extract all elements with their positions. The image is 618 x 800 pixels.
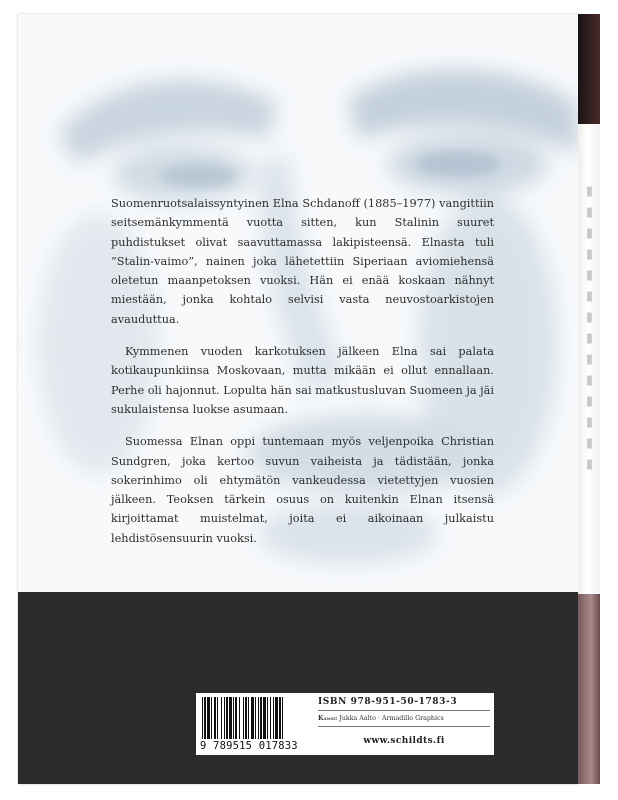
blurb-paragraph-3: Suomessa Elnan oppi tuntemaan myös veljenpoika Christian Sundgren, joka kertoo suvun vaiheista ja tädistään, jonka sokerinhimo oli ehtymätön vankeudessa vietettyjen vuosien jälkeen. Teoksen tärkein osuus on kuitenkin Elnan itsensä kirjoittamat muistelmat, joita ei aikoinaan julkaistu lehdistösensuurin vuoksi. (111, 435, 494, 545)
barcode-panel (196, 693, 494, 755)
cover-credit-text: Jukka Aalto · Armadillo Graphics (337, 715, 444, 722)
book-spine (578, 14, 600, 784)
barcode-digits: 9 789515 017833 (200, 740, 298, 752)
blurb-text (111, 194, 494, 548)
spine-faint-lettering: ▮▮▮▮▮▮▮▮▮▮▮▮▮▮ (582, 184, 597, 478)
blurb-paragraph-1: Suomenruotsalaissyntyinen Elna Schdanoff (1885–1977) vangittiin seitsemänkymmentä vuotta sitten, kun Stalinin suuret puhdistukset olivat saavuttamassa lakipisteensä. Elnasta tuli ”Stalin-vaimo”, nainen joka lähetettiin Siperiaan aviomiehensä oletetun maanpetoksen vuoksi. Hän ei enää koskaan nähnyt miestään, jonka kohtalo selvisi vasta neuvostoarkistojen avauduttua. (111, 197, 494, 326)
cover-credit (318, 715, 490, 727)
book-back-cover (18, 14, 578, 784)
cover-credit-label: Kansi: (318, 715, 338, 722)
bottom-dark-band (18, 592, 578, 784)
isbn-number: ISBN 978-951-50-1783-3 (318, 697, 490, 711)
publisher-url: www.schildts.fi (363, 736, 445, 746)
spine-bottom-cap (578, 594, 600, 784)
spine-top-cap (578, 14, 600, 124)
barcode-icon (202, 697, 312, 739)
blurb-paragraph-2: Kymmenen vuoden karkotuksen jälkeen Elna sai palata kotikaupunkiinsa Moskovaan, mutta mikään ei ollut ennallaan. Perhe oli hajonnut. Lopulta hän sai matkustusluvan Suomeen ja jäi sukulaistensa luokse asumaan. (111, 345, 494, 416)
